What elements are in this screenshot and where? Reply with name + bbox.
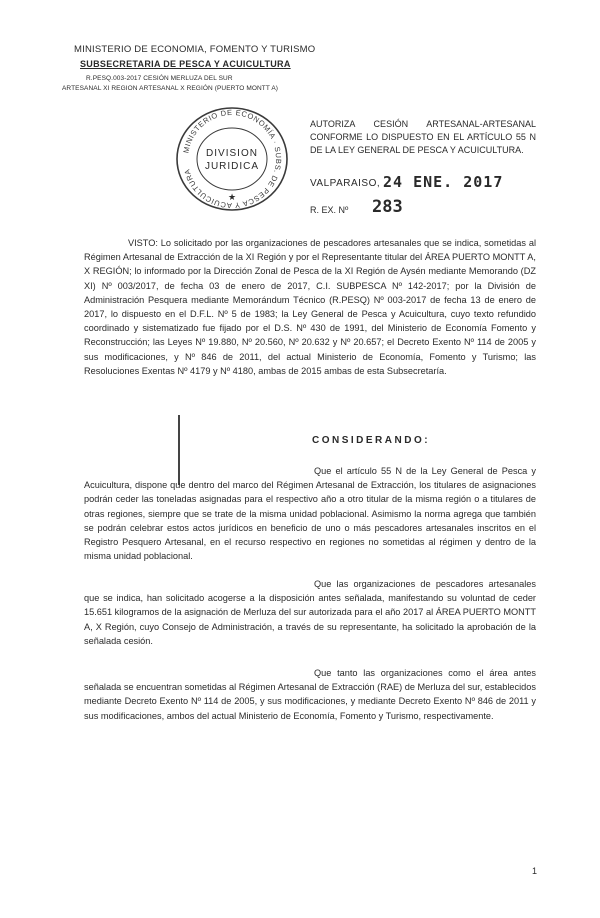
reference-line-2: ARTESANAL XI REGION ARTESANAL X REGIÓN (PUERTO MONTT A): [62, 85, 279, 92]
paragraph-2-text: Que las organizaciones de pescadores artesanales que se indica, han solicitado acogerse a la disposición antes señalada, manifestando su voluntad de ceder 15.651 kilogramos de la asignación de Merluza del sur autorizada para el año 2017 al ÁREA PUERTO MONTT A, X Región, cuyo Consejo de Administración, a través de su representante, ha solicitado la aprobación de la señalada cesión.: [84, 579, 536, 646]
place-label: VALPARAISO,: [310, 178, 381, 189]
stamp-seal-graphic: [172, 104, 292, 214]
resolution-date: 24 ENE. 2017: [383, 173, 504, 191]
visto-text: VISTO: Lo solicitado por las organizaciones de pescadores artesanales que se indica, sometidas al Régimen Artesanal de Extracción de la XI Región y por el Representante titular del ÁREA PUERTO MONTT A, X REGIÓN; lo informado por la Dirección Zonal de Pesca de la XI Región de Aysén mediante Memorando (DZ XI) Nº 003/2017, de fecha 03 de enero de 2017, C.I. SUBPESCA Nº 142-2017; por la División de Administración Pesquera mediante Memorándum Técnico (R.PESQ) Nº 003-2017 de fecha 13 de enero de 2017, lo dispuesto en el D.F.L. Nº 5 de 1983; la Ley General de Pesca y Acuicultura, cuyo texto refundido coordinado y sistematizado fue fijado por el D.S. Nº 430 de 1991, del Ministerio de Economía Fomento y Reconstrucción; las Leyes Nº 19.880, Nº 20.560, Nº 20.632 y Nº 20.657; el Decreto Exento Nº 114 de 2005 y sus modificaciones, y Nº 846 de 2011, del actual Ministerio de Economía, Fomento y Turismo; las Resoluciones Exentas Nº 4179 y Nº 4180, ambas de 2015 ambas de esta Subsecretaría.: [84, 238, 536, 376]
ministry-name: MINISTERIO DE ECONOMIA, FOMENTO Y TURISMO: [74, 44, 316, 55]
visto-paragraph: [84, 236, 536, 378]
considerando-paragraph-1: [84, 464, 536, 563]
page-number: 1: [532, 866, 538, 876]
considerando-heading: CONSIDERANDO:: [312, 435, 431, 446]
considerando-paragraph-2: [84, 577, 536, 648]
stamp-center-line-1: DIVISION: [206, 148, 258, 159]
subsecretaria-name: SUBSECRETARIA DE PESCA Y ACUICULTURA: [80, 59, 291, 69]
rex-label: R. EX. Nº: [310, 205, 349, 215]
stamp-ring-text: MINISTERIO DE ECONOMÍA · SUBS. DE PESCA Y ACUICULTURA: [181, 107, 284, 211]
considerando-paragraph-3: [84, 666, 536, 723]
reference-line-1: R.PESQ.003-2017 CESIÓN MERLUZA DEL SUR: [86, 75, 233, 82]
paragraph-3-text: Que tanto las organizaciones como el área antes señalada se encuentran sometidas al Régimen Artesanal de Extracción (RAE) de Merluza del sur, establecidos mediante Decreto Exento Nº 114 de 2005, y sus modificaciones, y mediante Decreto Exento Nº 846 de 2011 y sus modificaciones, ambos del actual Ministerio de Economía, Fomento y Turismo, respectivamente.: [84, 668, 536, 721]
rex-number: 283: [372, 197, 403, 217]
resolution-summary: AUTORIZA CESIÓN ARTESANAL-ARTESANAL CONFORME LO DISPUESTO EN EL ARTÍCULO 55 N DE LA LEY GENERAL DE PESCA Y ACUICULTURA.: [310, 119, 536, 155]
stamp-center-line-2: JURIDICA: [204, 161, 260, 172]
stamp-star-icon: ★: [227, 192, 237, 202]
paragraph-1-text: Que el artículo 55 N de la Ley General de Pesca y Acuicultura, dispone que dentro del marco del Régimen Artesanal de Extracción, los titulares de asignaciones podrán ceder las toneladas asignadas para el respectivo año a otro titular de la misma región o a titulares de otras regiones, siempre que se trate de la misma unidad poblacional. Asimismo la norma agrega que también se podrán celebrar estos actos jurídicos en beneficio de uno o más pescadores artesanales inscritos en el Registro Pesquero Artesanal, en el recurso respectivo en regiones no sometidas al régimen y dentro de la misma unidad poblacional.: [84, 466, 536, 562]
division-juridica-stamp: [172, 104, 292, 214]
